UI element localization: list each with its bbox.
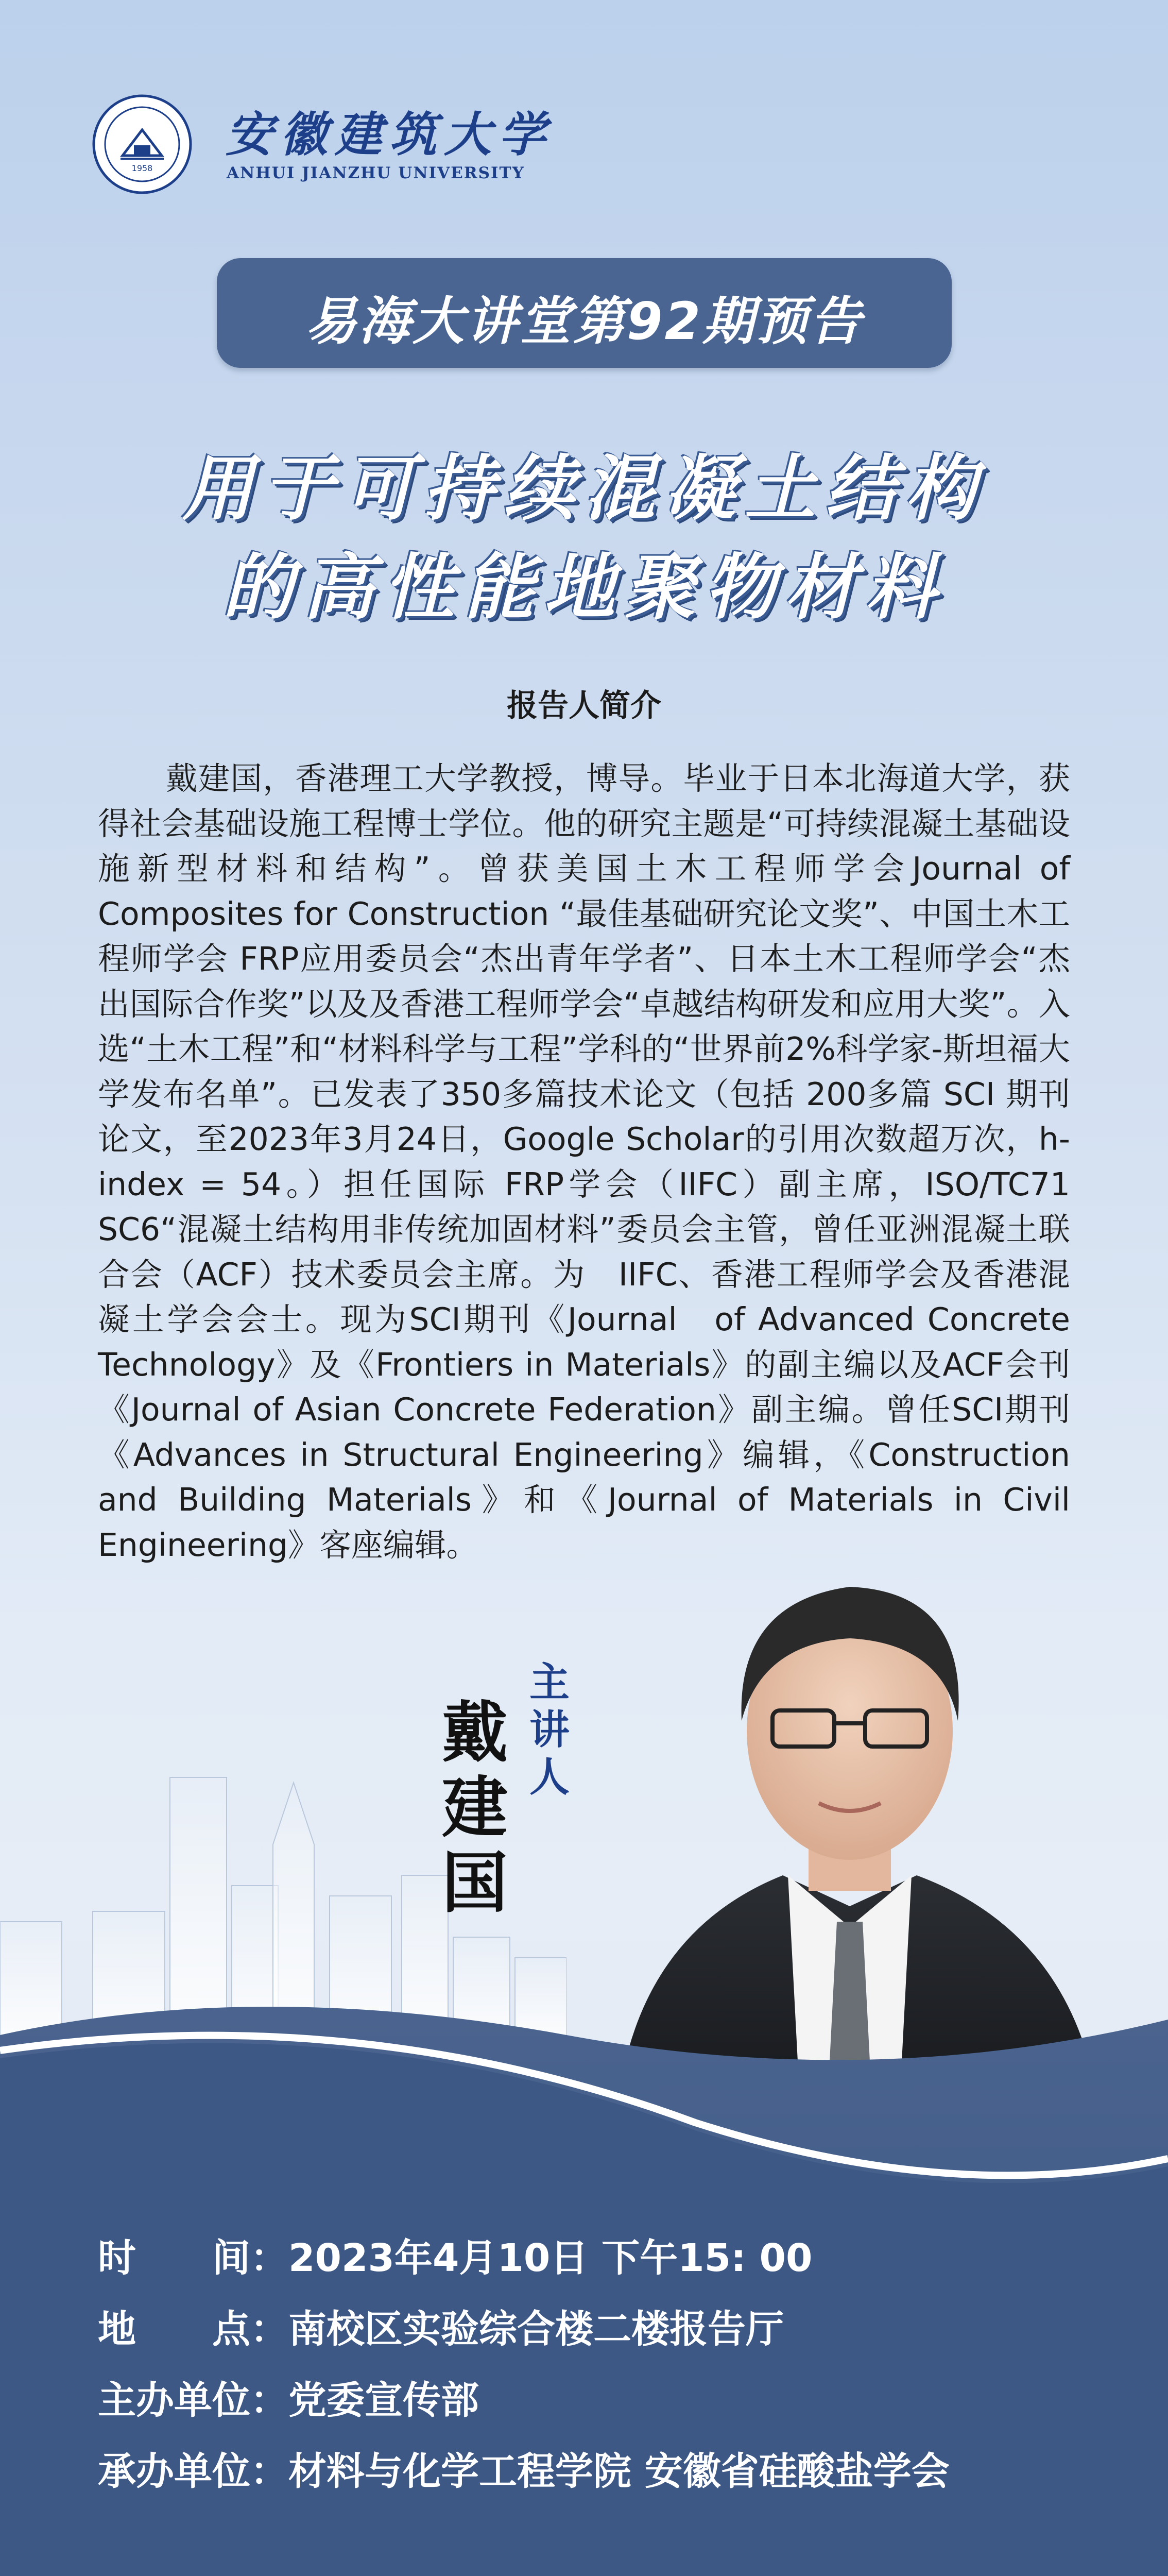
speaker-name: 戴建国 <box>441 1694 508 1922</box>
speaker-portrait <box>561 1515 1143 2071</box>
info-time-value: 2023年4月10日 下午15: 00 <box>288 2236 813 2280</box>
info-time <box>98 2228 813 2282</box>
bio-text: 戴建国，香港理工大学教授，博导。毕业于日本北海道大学，获得社会基础设施工程博士学位。他的研究主题是“可持续混凝土基础设施新型材料和结构”。曾获美国土木工程师学会Journal of Composites for Construction “最佳基础研究论文奖”、中国土木工程师学会 FRP应用委员会“杰出青年学者”、日本土木工程师学会“杰出国际合作奖”以及及香港工程师学会“卓越结构研发和应用大奖”。入选“土木工程”和“材料科学与工程”学科的“世界前2%科学家-斯坦福大学发布名单”。已发表了350多篇技术论文（包括 200多篇 SCI 期刊论文，至2023年3月24日，Google Scholar的引用次数超万次，h-index = 54。）担任国际 FRP学会（IIFC）副主席，ISO/TC71 SC6“混凝土结构用非传统加固材料”委员会主管，曾任亚洲混凝土联合会（ACF）技术委员会主席。为 IIFC、香港工程师学会及香港混凝土学会会士。现为SCI期刊《Journal of Advanced Concrete Technology》及《Frontiers in Materials》的副主编以及ACF会刊《Journal of Asian Concrete Federation》副主编。曾任SCI期刊《Advances in Structural Engineering》编辑，《Construction and Building Materials》和《Journal of Materials in Civil Engineering》客座编辑。 <box>98 760 1102 1564</box>
speaker-tag: 主讲人 <box>529 1659 570 1801</box>
bio-heading: 报告人简介 <box>507 688 661 724</box>
logo-year: 1958 <box>131 163 153 173</box>
info-host-value: 党委宣传部 <box>288 2378 479 2422</box>
info-organizer-label: 承办单位： <box>98 2449 288 2494</box>
university-name-cn: 安徽建筑大学 <box>226 107 554 162</box>
info-time-label: 时 间： <box>98 2236 288 2280</box>
info-organizer-value: 材料与化学工程学院 安徽省硅酸盐学会 <box>288 2449 950 2494</box>
title-line-1: 用于可持续混凝土结构 <box>182 447 986 530</box>
info-place-label: 地 点： <box>98 2307 288 2351</box>
info-place-value: 南校区实验综合楼二楼报告厅 <box>288 2307 784 2351</box>
info-host <box>98 2370 479 2425</box>
info-place <box>98 2299 784 2353</box>
lecture-banner <box>217 258 952 368</box>
university-logo-icon <box>92 94 193 195</box>
university-name-en: ANHUI JIANZHU UNIVERSITY <box>227 164 525 182</box>
title-line-2: 的高性能地聚物材料 <box>222 546 946 629</box>
info-organizer <box>98 2441 950 2496</box>
banner-text: 易海大讲堂第92期预告 <box>305 291 864 351</box>
info-host-label: 主办单位： <box>98 2378 288 2422</box>
